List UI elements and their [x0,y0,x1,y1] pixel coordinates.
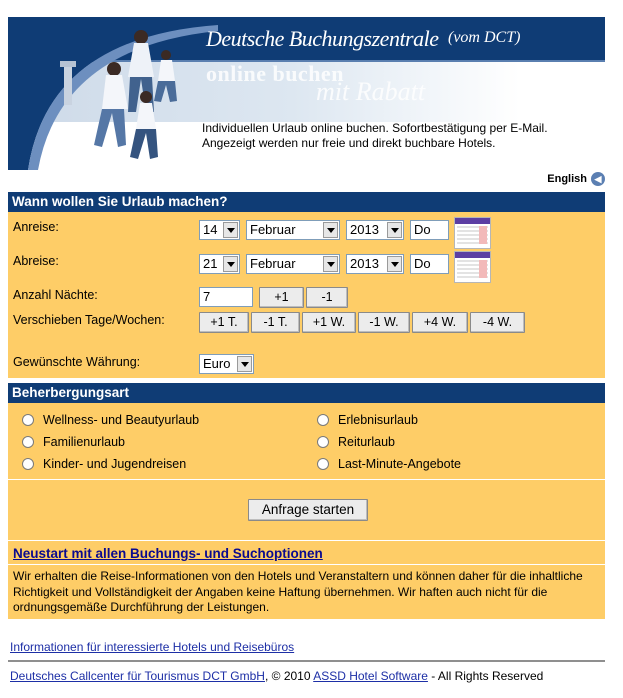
arrival-month-value: Februar [250,222,296,237]
radio-label: Kinder- und Jugendreisen [43,457,187,471]
arrow-left-icon[interactable]: ◀ [591,172,605,186]
shift-plus-1-day-button[interactable]: +1 T. [199,312,249,333]
chevron-down-icon[interactable] [387,256,402,272]
radio-button[interactable] [317,414,329,426]
radio-button[interactable] [317,436,329,448]
radio-label: Last-Minute-Angebote [338,457,461,471]
departure-month-select[interactable] [246,254,340,274]
arrival-year-select[interactable] [346,220,404,240]
chevron-down-icon[interactable] [237,356,252,372]
arrival-day-select[interactable] [199,220,240,240]
currency-select[interactable] [199,354,254,374]
departure-year-select[interactable] [346,254,404,274]
radio-button[interactable] [22,414,34,426]
language-switch[interactable] [547,172,605,186]
nights-minus-button[interactable]: -1 [306,287,348,308]
currency-value: Euro [203,356,231,371]
banner-text-line-1: Individuellen Urlaub online buchen. Sofortbestätigung per E-Mail. [202,121,548,135]
slogan-online: online buchen [206,61,344,86]
family-photo [46,17,186,167]
radio-riding[interactable] [317,435,395,449]
copyright-text: , © 2010 [264,669,314,683]
radio-label: Reiturlaub [338,435,395,449]
departure-day-value: 21 [203,256,218,271]
language-label[interactable]: English [547,173,587,185]
arrival-weekday-field[interactable]: Do [410,220,449,240]
banner-description [202,121,548,151]
arrival-month-select[interactable] [246,220,340,240]
arrival-calendar-icon[interactable] [454,217,491,249]
radio-label: Wellness- und Beautyurlaub [43,413,200,427]
nights-plus-button[interactable]: +1 [259,287,304,308]
radio-button[interactable] [317,458,329,470]
arrival-label: Anreise: [13,220,59,234]
slogan-rabatt: mit Rabatt [316,77,426,106]
accommodation-section-heading: Beherbergungsart [8,383,605,403]
shift-plus-4-weeks-button[interactable]: +4 W. [412,312,468,333]
header-banner [8,17,605,170]
departure-label: Abreise: [13,254,59,268]
radio-label: Familienurlaub [43,435,125,449]
submit-request-button[interactable]: Anfrage starten [248,499,368,521]
arrival-year-value: 2013 [350,222,379,237]
radio-button[interactable] [22,458,34,470]
chevron-down-icon[interactable] [387,222,402,238]
shift-minus-4-weeks-button[interactable]: -4 W. [470,312,525,333]
disclaimer-text: Wir erhalten die Reise-Informationen von den Hotels und Veranstaltern und können daher für die inhaltliche Richtigkeit und Vollständigkeit der Angaben keine Haftung übernehmen. Wir haften auch nicht für die ordnungsgemäße Durchführung der Leistungen. [13,569,583,614]
shift-minus-1-day-button[interactable]: -1 T. [251,312,300,333]
software-link[interactable]: ASSD Hotel Software [313,669,428,683]
banner-text-line-2: Angezeigt werden nur freie und direkt buchbare Hotels. [202,136,496,150]
accommodation-panel [8,403,605,540]
hotels-info-link[interactable]: Informationen für interessierte Hotels und Reisebüros [10,640,295,654]
nights-label: Anzahl Nächte: [13,288,98,302]
shift-minus-1-week-button[interactable]: -1 W. [358,312,410,333]
radio-button[interactable] [22,436,34,448]
radio-label: Erlebnisurlaub [338,413,418,427]
radio-last-minute[interactable] [317,457,461,471]
chevron-down-icon[interactable] [223,256,238,272]
rights-text: - All Rights Reserved [427,669,544,683]
restart-link[interactable]: Neustart mit allen Buchungs- und Suchoptionen [13,546,323,561]
radio-kids-youth[interactable] [22,457,186,471]
footer-divider [8,660,605,662]
dates-section-heading: Wann wollen Sie Urlaub machen? [8,192,605,212]
chevron-down-icon[interactable] [323,256,338,272]
radio-wellness[interactable] [22,413,199,427]
arrival-day-value: 14 [203,222,218,237]
shift-plus-1-week-button[interactable]: +1 W. [302,312,356,333]
chevron-down-icon[interactable] [223,222,238,238]
site-subtitle: (vom DCT) [448,29,521,46]
departure-day-select[interactable] [199,254,240,274]
nights-input[interactable]: 7 [199,287,253,307]
currency-label: Gewünschte Währung: [13,355,141,369]
departure-calendar-icon[interactable] [454,251,491,283]
dates-panel [8,212,605,378]
departure-year-value: 2013 [350,256,379,271]
shift-label: Verschieben Tage/Wochen: [13,313,165,327]
departure-weekday-field[interactable]: Do [410,254,449,274]
radio-family[interactable] [22,435,125,449]
divider [8,564,605,565]
divider [8,479,605,480]
chevron-down-icon[interactable] [323,222,338,238]
site-title: Deutsche Buchungszentrale [206,26,439,51]
radio-adventure[interactable] [317,413,418,427]
departure-month-value: Februar [250,256,296,271]
footer [10,669,543,683]
company-link[interactable]: Deutsches Callcenter für Tourismus DCT GmbH [10,669,265,683]
